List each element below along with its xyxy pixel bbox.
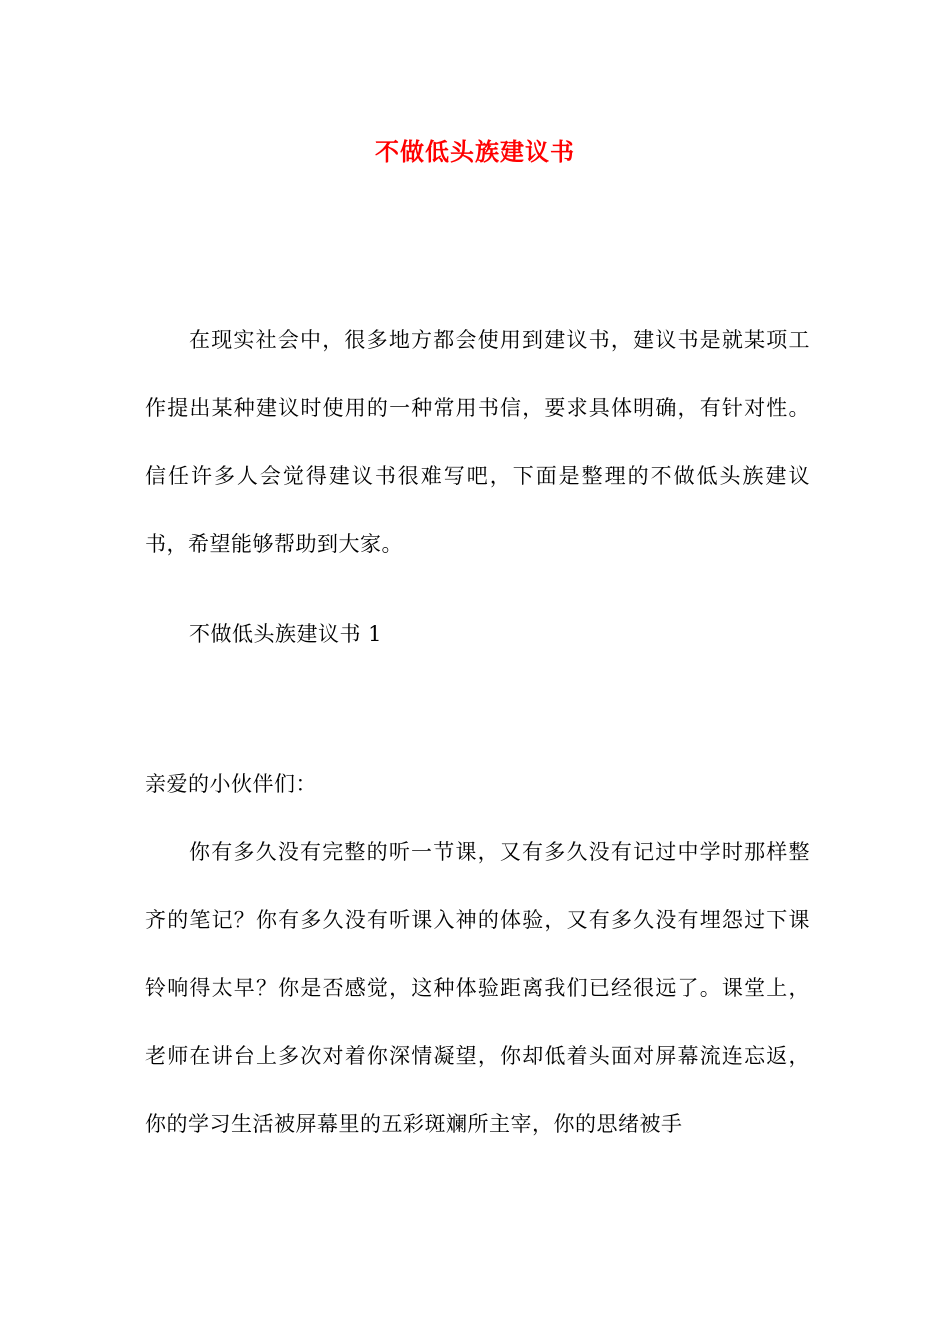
body-paragraph: 你有多久没有完整的听一节课，又有多久没有记过中学时那样整齐的笔记？你有多久没有听课入神的体验，又有多久没有埋怨过下课铃响得太早？你是否感觉，这种体验距离我们已经很远了。课堂上，老师在讲台上多次对着你深情凝望，你却低着头面对屏幕流连忘返，你的学习生活被屏幕里的五彩斑斓所主宰，你的思绪被手 — [145, 840, 810, 1136]
section-subheading: 不做低头族建议书 1 — [189, 622, 383, 646]
salutation: 亲爱的小伙伴们： — [145, 772, 317, 796]
intro-paragraph: 在现实社会中，很多地方都会使用到建议书，建议书是就某项工作提出某种建议时使用的一种常用书信，要求具体明确，有针对性。信任许多人会觉得建议书很难写吧，下面是整理的不做低头族建议书，希望能够帮助到大家。 — [145, 328, 810, 556]
document-title: 不做低头族建议书 — [375, 137, 575, 166]
